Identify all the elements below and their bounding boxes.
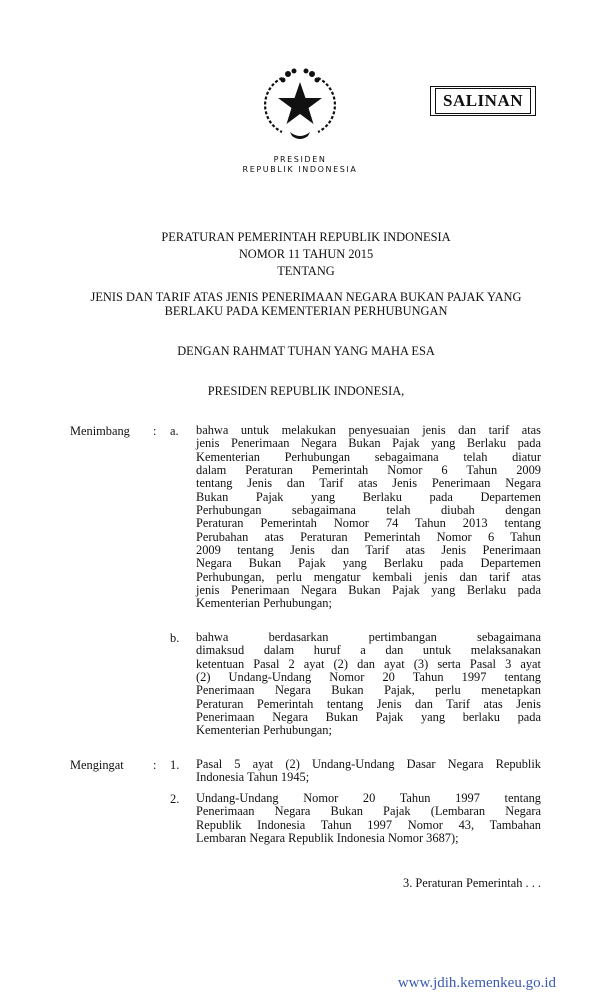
- text-line: jenis Penerimaan Negara Bukan Pajak yang Berlaku pada: [196, 436, 541, 451]
- text-line: Peraturan Pemerintah tentang Jenis dan Tarif atas Jenis: [196, 696, 541, 711]
- text-line: Peraturan Pemerintah Nomor 74 Tahun 2013 tentang: [196, 516, 541, 531]
- text-line: dalam Peraturan Pemerintah Nomor 6 Tahun 2009: [196, 463, 541, 478]
- salinan-stamp: [430, 86, 536, 116]
- emblem-line1: PRESIDEN: [273, 155, 327, 164]
- title-line2: NOMOR 11 TAHUN 2015: [238, 247, 374, 261]
- mengingat-item-marker: 1.: [170, 758, 180, 772]
- mengingat-item-text: [196, 792, 541, 845]
- president-heading: PRESIDEN REPUBLIK INDONESIA,: [207, 384, 405, 398]
- mengingat-colon: :: [153, 758, 157, 772]
- menimbang-item-marker: a.: [170, 424, 179, 438]
- menimbang-label: Menimbang: [70, 424, 130, 438]
- title-line1: PERATURAN PEMERINTAH REPUBLIK INDONESIA: [161, 230, 451, 244]
- text-line: bahwa untuk melakukan penyesuaian jenis dan tarif atas: [196, 423, 541, 437]
- text-line: Undang-Undang Nomor 20 Tahun 1997 tentang: [196, 791, 541, 805]
- text-line: jenis Penerimaan Negara Bukan Pajak yang Berlaku pada: [196, 583, 541, 598]
- emblem-line2: REPUBLIK INDONESIA: [242, 165, 358, 174]
- text-line: dimaksud dalam huruf a dan untuk melaksanakan: [196, 643, 541, 658]
- text-line: bahwa berdasarkan pertimbangan sebagaimana: [196, 630, 541, 644]
- menimbang-item-text: [196, 631, 541, 738]
- text-line: Perhubungan, perlu mengatur kembali jenis dan tarif atas: [196, 569, 541, 584]
- text-line: Perhubungan sebagaimana telah diubah dengan: [196, 503, 541, 518]
- text-line: Bukan Pajak yang Berlaku pada Departemen: [196, 489, 541, 504]
- menimbang-item-marker: b.: [170, 631, 180, 645]
- page-continuation: 3. Peraturan Pemerintah . . .: [403, 876, 541, 890]
- text-line: Negara Bukan Pajak yang Berlaku pada Departemen: [196, 556, 541, 571]
- text-line: 2009 tentang Jenis dan Tarif atas Jenis Penerimaan: [196, 543, 541, 558]
- title-line3: TENTANG: [277, 264, 335, 278]
- text-line: Penerimaan Negara Bukan Pajak (Lembaran Negara: [196, 804, 541, 819]
- title-line4: JENIS DAN TARIF ATAS JENIS PENERIMAAN NEGARA BUKAN PAJAK YANG: [90, 290, 522, 304]
- text-line: Republik Indonesia Tahun 1997 Nomor 43, Tambahan: [196, 817, 541, 832]
- mengingat-item-marker: 2.: [170, 792, 180, 806]
- title-line5: BERLAKU PADA KEMENTERIAN PERHUBUNGAN: [164, 304, 448, 318]
- text-line: Kementerian Perhubungan sebagaimana telah diatur: [196, 449, 541, 464]
- menimbang-item-text: [196, 424, 541, 611]
- mengingat-label: Mengingat: [70, 758, 124, 772]
- text-line: (2) Undang-Undang Nomor 20 Tahun 1997 tentang: [196, 670, 541, 685]
- text-line: Kementerian Perhubungan;: [196, 596, 332, 611]
- text-line: Kementerian Perhubungan;: [196, 723, 332, 738]
- text-line: Penerimaan Negara Bukan Pajak yang berlaku pada: [196, 710, 541, 725]
- emblem-caption: [0, 155, 606, 175]
- footer-url-link[interactable]: www.jdih.kemenkeu.go.id: [397, 975, 556, 991]
- text-line: Pasal 5 ayat (2) Undang-Undang Dasar Negara Republik: [196, 757, 541, 771]
- menimbang-colon: :: [153, 424, 157, 438]
- garuda-emblem-icon: [262, 66, 338, 142]
- invocation: DENGAN RAHMAT TUHAN YANG MAHA ESA: [177, 344, 435, 358]
- text-line: Indonesia Tahun 1945;: [196, 770, 310, 785]
- mengingat-item-text: [196, 758, 541, 785]
- text-line: tentang Jenis dan Tarif atas Jenis Penerimaan Negara: [196, 476, 541, 491]
- text-line: Penerimaan Negara Bukan Pajak, perlu menetapkan: [196, 683, 541, 698]
- salinan-label: SALINAN: [435, 88, 531, 114]
- text-line: Lembaran Negara Republik Indonesia Nomor 3687);: [196, 831, 459, 846]
- text-line: Perubahan atas Peraturan Pemerintah Nomor 6 Tahun: [196, 529, 541, 544]
- text-line: ketentuan Pasal 2 ayat (2) dan ayat (3) serta Pasal 3 ayat: [196, 656, 541, 671]
